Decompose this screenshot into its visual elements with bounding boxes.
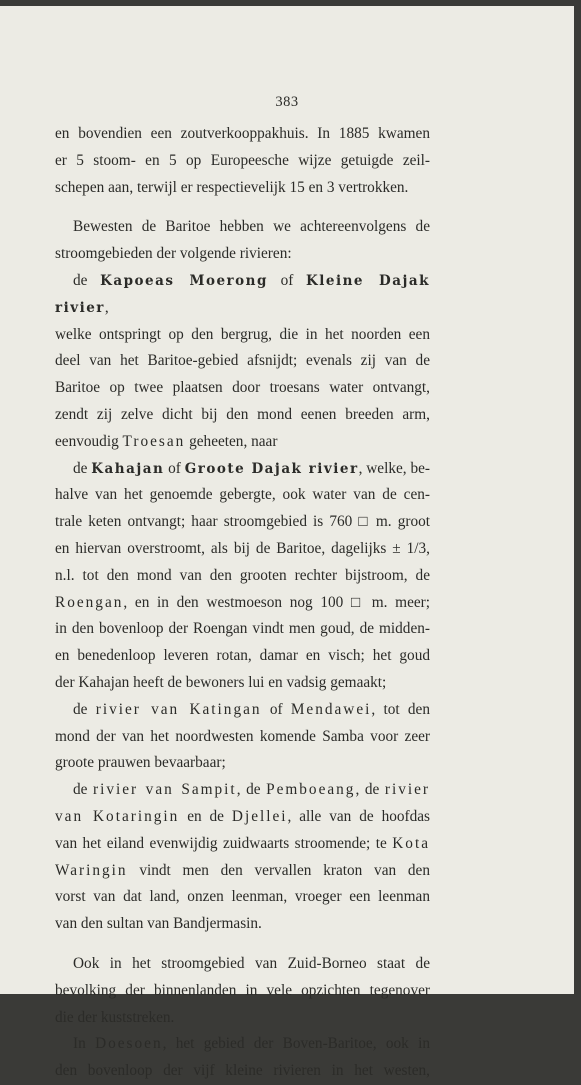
emphasized-term: Kapoeas Moerong bbox=[100, 272, 268, 289]
text-line: van Kotaringin en de Djellei, alle van de hoofdas bbox=[55, 807, 431, 825]
emphasized-term: Kota bbox=[392, 834, 430, 852]
page-number: 383 bbox=[275, 94, 299, 110]
text-line: de Kapoeas Moerong of Kleine Dajak rivier, bbox=[55, 271, 430, 316]
text-line: stroomgebieden der volgende rivieren: bbox=[55, 245, 292, 263]
text-line: Ook in het stroomgebied van Zuid-Borneo staat de bbox=[73, 954, 430, 972]
emphasized-term: Mendawei bbox=[290, 700, 372, 718]
emphasized-term: Troesan bbox=[122, 432, 186, 450]
text-line: in den bovenloop der Roengan vindt men goud, de midden- bbox=[55, 620, 430, 638]
text-line: en hiervan overstroomt, als bij de Baritoe, dagelijks ± 1/3, bbox=[55, 539, 430, 557]
emphasized-term: rivier van Katingan bbox=[95, 700, 262, 718]
body-text bbox=[55, 121, 430, 1085]
book-page bbox=[0, 6, 574, 1080]
text-line: mond der van het noordwesten komende Samba voor zeer bbox=[55, 727, 430, 745]
text-line: en benedenloop leveren rotan, damar en visch; het goud bbox=[55, 647, 430, 665]
emphasized-term: van Kotaringin bbox=[55, 807, 180, 825]
text-line: groote prauwen bevaarbaar; bbox=[55, 754, 226, 772]
text-line: en bovendien een zoutverkooppakhuis. In 1885 kwamen bbox=[55, 125, 430, 142]
text-line: bevolking der binnenlanden in vele opzichten tegenover bbox=[55, 981, 430, 999]
emphasized-term: Doesoen bbox=[95, 1035, 163, 1053]
text-line: Baritoe op twee plaatsen door troesans water ontvangt, bbox=[55, 379, 430, 397]
text-line: halve van het genoemde gebergte, ook water van de cen- bbox=[55, 486, 430, 504]
emphasized-term: rivier bbox=[384, 781, 430, 799]
text-line: zendt zij zelve dicht bij den mond eenen breeden arm, bbox=[55, 405, 430, 423]
text-line: Roengan, en in den westmoeson nog 100 □ m. meer; bbox=[55, 593, 430, 611]
text-line: Bewesten de Baritoe hebben we achtereenvolgens de bbox=[73, 218, 430, 236]
text-line: der Kahajan heeft de bewoners lui en vadsig gemaakt; bbox=[55, 673, 387, 691]
text-line: Waringin vindt men den vervallen kraton van den bbox=[55, 861, 430, 879]
emphasized-term: Waringin bbox=[55, 861, 128, 879]
text-line: den bovenloop der vijf kleine rivieren in het westen, bbox=[55, 1062, 430, 1080]
emphasized-term: Djellei bbox=[231, 807, 288, 825]
text-line: van het eiland evenwijdig zuidwaarts stroomende; te Kota bbox=[55, 834, 430, 852]
text-line: de rivier van Katingan of Mendawei, tot den bbox=[73, 700, 430, 718]
text-line: er 5 stoom- en 5 op Europeesche wijze getuigde zeil- bbox=[55, 151, 430, 169]
text-line: welke ontspringt op den bergrug, die in het noorden een bbox=[55, 325, 430, 343]
emphasized-term: Pemboeang bbox=[266, 781, 356, 799]
text-line: de rivier van Sampit, de Pemboeang, de rivier bbox=[73, 781, 430, 799]
text-line: trale keten ontvangt; haar stroomgebied is 760 □ m. groot bbox=[55, 513, 430, 531]
text-line: deel van het Baritoe-gebied afsnijdt; evenals zij van de bbox=[55, 352, 430, 370]
emphasized-term: Kleine Dajak rivier bbox=[55, 272, 430, 316]
text-line: die der kuststreken. bbox=[55, 1008, 175, 1026]
emphasized-term: Roengan bbox=[55, 593, 124, 611]
text-line: In Doesoen, het gebied der Boven-Baritoe, ook in bbox=[73, 1035, 430, 1053]
emphasized-term: Groote Dajak rivier bbox=[184, 460, 359, 477]
text-line: vorst van dat land, onzen leenman, vroeger een leenman bbox=[55, 888, 430, 906]
text-line: de Kahajan of Groote Dajak rivier, welke, be- bbox=[73, 459, 430, 477]
text-line: van den sultan van Bandjermasin. bbox=[55, 915, 262, 933]
text-line: schepen aan, terwijl er respectievelijk 15 en 3 vertrokken. bbox=[55, 178, 409, 196]
text-line: n.l. tot den mond van den grooten rechter bijstroom, de bbox=[55, 566, 430, 584]
emphasized-term: Kahajan bbox=[91, 460, 165, 477]
emphasized-term: rivier van Sampit bbox=[93, 781, 237, 799]
text-line: eenvoudig Troesan geheeten, naar bbox=[55, 432, 278, 450]
